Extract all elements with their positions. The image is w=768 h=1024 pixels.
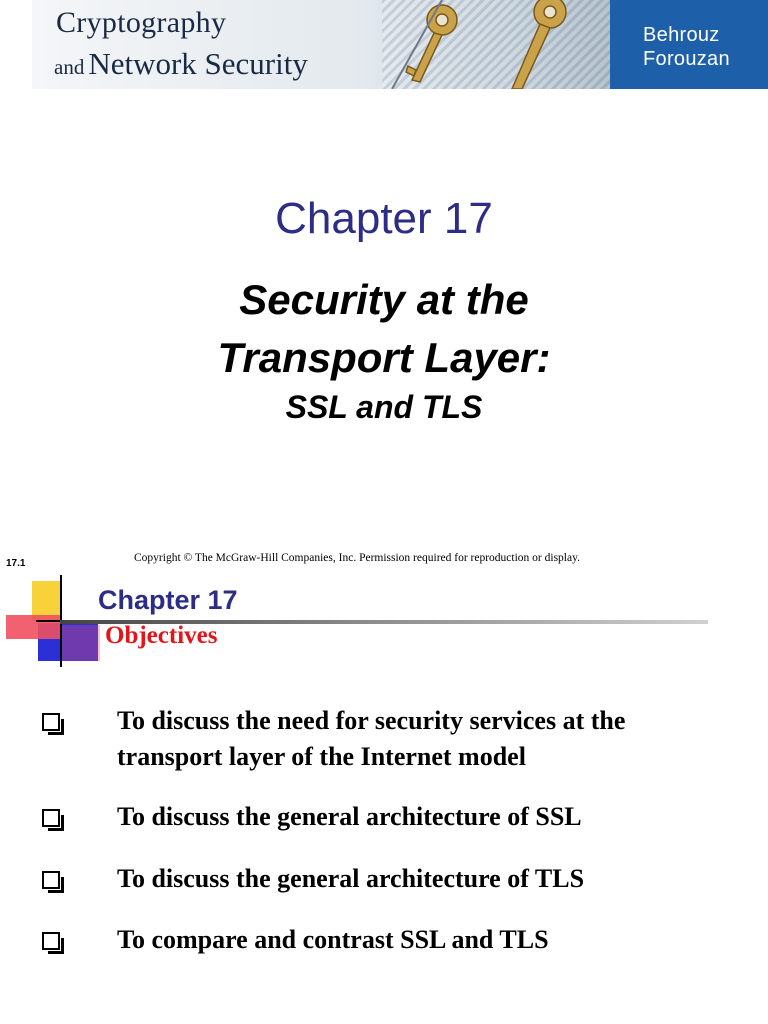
objective-text: To discuss the general architecture of SSL bbox=[117, 802, 582, 831]
objective-text: To discuss the general architecture of TLS bbox=[117, 864, 585, 893]
checkbox-bullet-icon bbox=[42, 932, 60, 950]
objectives-chapter-heading: Chapter 17 bbox=[98, 585, 238, 615]
chapter-title: Chapter 17 bbox=[275, 194, 493, 243]
banner-title-and: and bbox=[54, 55, 85, 79]
checkbox-bullet-icon bbox=[42, 871, 60, 889]
author-first-name: Behrouz bbox=[643, 24, 720, 46]
objective-text: To compare and contrast SSL and TLS bbox=[117, 925, 549, 954]
book-banner bbox=[32, 0, 768, 89]
subtitle-line3: SSL and TLS bbox=[285, 389, 483, 425]
copyright-notice: Copyright © The McGraw-Hill Companies, Inc. Permission required for reproduction or display. bbox=[134, 552, 580, 564]
subtitle-line2: Transport Layer: bbox=[217, 334, 551, 381]
subtitle-line1: Security at the bbox=[239, 276, 529, 323]
banner-title-network-security: Network Security bbox=[88, 46, 308, 81]
keys-icon bbox=[372, 0, 602, 89]
checkbox-bullet-icon bbox=[42, 713, 60, 731]
page-number: 17.1 bbox=[6, 558, 26, 569]
banner-title-line1: Cryptography bbox=[56, 6, 227, 39]
checkbox-bullet-icon bbox=[42, 809, 60, 827]
banner-title-line2 bbox=[54, 46, 308, 82]
author-panel bbox=[610, 0, 768, 89]
author-last-name: Forouzan bbox=[643, 48, 730, 70]
objectives-heading: Objectives bbox=[105, 622, 218, 649]
objective-text: To discuss the need for security services at the transport layer of the Internet model bbox=[117, 706, 626, 771]
